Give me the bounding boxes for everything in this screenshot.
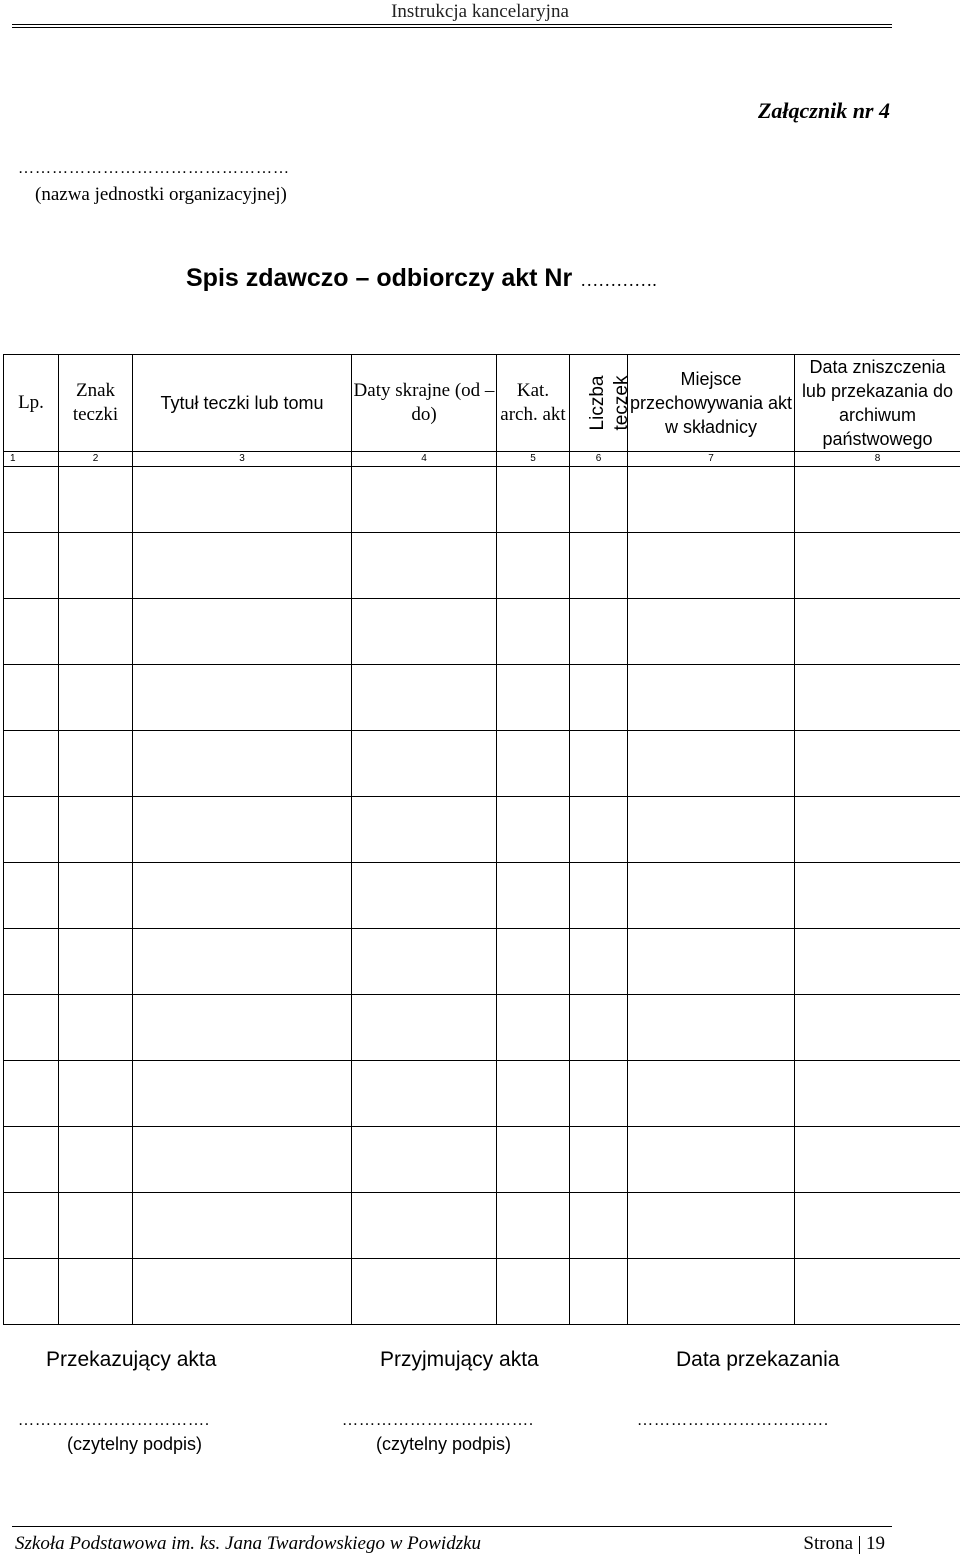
column-number: 6 — [570, 452, 628, 467]
table-cell — [4, 533, 59, 599]
signature-labels — [0, 1348, 960, 1376]
table-cell — [59, 995, 133, 1061]
column-number: 8 — [795, 452, 960, 467]
handing-over-signature-field: ……………………………. — [18, 1412, 210, 1429]
column-header-znak: Znak teczki — [59, 355, 133, 452]
table-cell — [628, 1259, 795, 1325]
table-header-row — [4, 355, 960, 452]
document-number-field: …………. — [580, 270, 657, 290]
table-cell — [628, 1127, 795, 1193]
table-cell — [59, 1193, 133, 1259]
table-cell — [4, 1061, 59, 1127]
table-cell — [133, 665, 352, 731]
column-number-row — [4, 452, 960, 467]
table-cell — [4, 731, 59, 797]
column-number: 5 — [497, 452, 570, 467]
table-row — [4, 1061, 960, 1127]
column-header-daty: Daty skrajne (od – do) — [352, 355, 497, 452]
table-cell — [352, 467, 497, 533]
footer-rule — [12, 1526, 892, 1527]
footer-page — [803, 1533, 885, 1555]
table-cell — [570, 1193, 628, 1259]
table-cell — [352, 731, 497, 797]
column-number: 7 — [628, 452, 795, 467]
table-cell — [570, 599, 628, 665]
table-cell — [628, 533, 795, 599]
table-cell — [133, 533, 352, 599]
table-cell — [795, 863, 960, 929]
table-cell — [59, 467, 133, 533]
table-cell — [4, 599, 59, 665]
table-cell — [352, 1259, 497, 1325]
table-cell — [628, 863, 795, 929]
table-cell — [570, 731, 628, 797]
unit-name-caption: (nazwa jednostki organizacyjnej) — [35, 184, 287, 205]
table-cell — [570, 863, 628, 929]
document-title — [186, 264, 657, 293]
column-number: 2 — [59, 452, 133, 467]
table-cell — [628, 467, 795, 533]
table-cell — [133, 1061, 352, 1127]
table-cell — [795, 1127, 960, 1193]
table-cell — [4, 863, 59, 929]
table-cell — [133, 1259, 352, 1325]
table-cell — [497, 1193, 570, 1259]
table-cell — [133, 863, 352, 929]
table-cell — [352, 863, 497, 929]
table-row — [4, 1127, 960, 1193]
table-cell — [59, 1061, 133, 1127]
table-cell — [628, 797, 795, 863]
table-cell — [628, 731, 795, 797]
table-cell — [497, 1259, 570, 1325]
table-cell — [352, 929, 497, 995]
table-cell — [133, 797, 352, 863]
table-cell — [4, 929, 59, 995]
table-cell — [352, 1193, 497, 1259]
table-cell — [497, 929, 570, 995]
table-cell — [4, 1193, 59, 1259]
table-cell — [497, 995, 570, 1061]
table-cell — [795, 599, 960, 665]
table-cell — [133, 731, 352, 797]
table-cell — [133, 467, 352, 533]
page-label: Strona — [803, 1533, 853, 1554]
table-cell — [795, 533, 960, 599]
table-cell — [4, 665, 59, 731]
table-cell — [352, 1127, 497, 1193]
table-cell — [497, 665, 570, 731]
table-cell — [497, 863, 570, 929]
table-cell — [570, 1259, 628, 1325]
table-cell — [133, 599, 352, 665]
table-cell — [497, 1061, 570, 1127]
table-row — [4, 533, 960, 599]
table-cell — [570, 995, 628, 1061]
column-number: 3 — [133, 452, 352, 467]
table-cell — [133, 1127, 352, 1193]
header-rule-thick — [12, 27, 892, 28]
column-header-miejsce: Miejsce przechowywania akt w składnicy — [628, 355, 795, 452]
table-row — [4, 929, 960, 995]
table-cell — [795, 1193, 960, 1259]
unit-name-field: ………………………………………… — [18, 160, 290, 177]
table-row — [4, 797, 960, 863]
page-separator — [859, 1536, 860, 1554]
table-row — [4, 599, 960, 665]
table-cell — [352, 1061, 497, 1127]
table-cell — [570, 797, 628, 863]
table-cell — [628, 599, 795, 665]
table-cell — [795, 467, 960, 533]
handing-over-signature-caption: (czytelny podpis) — [67, 1434, 203, 1454]
table-cell — [497, 467, 570, 533]
column-header-liczba-text: Liczba teczek — [587, 375, 632, 431]
receiving-label: Przyjmujący akta — [380, 1348, 539, 1371]
handing-over-label: Przekazujący akta — [46, 1348, 217, 1371]
table-cell — [352, 533, 497, 599]
table-cell — [352, 665, 497, 731]
table-cell — [59, 533, 133, 599]
handover-date-label: Data przekazania — [676, 1348, 840, 1371]
table-row — [4, 1193, 960, 1259]
running-header: Instrukcja kancelaryjna — [391, 1, 569, 22]
table-cell — [570, 665, 628, 731]
table-row — [4, 1259, 960, 1325]
receiving-signature-field: ……………………………. — [342, 1412, 534, 1429]
table-row — [4, 665, 960, 731]
table-cell — [570, 467, 628, 533]
table-cell — [795, 1061, 960, 1127]
table-cell — [59, 731, 133, 797]
table-cell — [570, 1061, 628, 1127]
table-cell — [795, 1259, 960, 1325]
column-number: 1 — [4, 452, 59, 467]
table-cell — [133, 929, 352, 995]
table-cell — [133, 1193, 352, 1259]
table-row — [4, 467, 960, 533]
table-cell — [497, 599, 570, 665]
table-cell — [59, 797, 133, 863]
table-cell — [497, 797, 570, 863]
table-cell — [628, 1061, 795, 1127]
column-header-lp: Lp. — [4, 355, 59, 452]
table-cell — [570, 929, 628, 995]
table-cell — [352, 797, 497, 863]
table-cell — [628, 995, 795, 1061]
table-cell — [59, 665, 133, 731]
table-cell — [628, 1193, 795, 1259]
table-cell — [570, 1127, 628, 1193]
table-row — [4, 863, 960, 929]
table-cell — [628, 929, 795, 995]
table-cell — [4, 1127, 59, 1193]
table-cell — [59, 863, 133, 929]
table-cell — [59, 1127, 133, 1193]
table-cell — [795, 665, 960, 731]
table-cell — [133, 995, 352, 1061]
table-cell — [59, 1259, 133, 1325]
table-cell — [497, 1127, 570, 1193]
table-cell — [352, 995, 497, 1061]
table-cell — [4, 995, 59, 1061]
table-cell — [497, 731, 570, 797]
table-cell — [59, 929, 133, 995]
table-cell — [4, 467, 59, 533]
table-cell — [4, 1259, 59, 1325]
table-cell — [795, 731, 960, 797]
page-number: 19 — [866, 1533, 885, 1554]
table-row — [4, 995, 960, 1061]
table-cell — [795, 797, 960, 863]
header-rule — [12, 24, 892, 25]
table-body — [4, 467, 960, 1325]
table-row — [4, 731, 960, 797]
register-table — [3, 354, 960, 1325]
column-header-data: Data zniszczenia lub przekazania do archiwum państwowego — [795, 355, 960, 452]
table-cell — [497, 533, 570, 599]
document-title-text: Spis zdawczo – odbiorczy akt Nr — [186, 264, 573, 292]
column-header-tytul: Tytuł teczki lub tomu — [133, 355, 352, 452]
column-number: 4 — [352, 452, 497, 467]
table-cell — [570, 533, 628, 599]
column-header-kat: Kat. arch. akt — [497, 355, 570, 452]
table-cell — [352, 599, 497, 665]
column-header-liczba — [570, 355, 632, 452]
handover-date-field: ……………………………. — [637, 1412, 829, 1429]
table-cell — [59, 599, 133, 665]
table-cell — [628, 665, 795, 731]
receiving-signature-caption: (czytelny podpis) — [376, 1434, 512, 1454]
table-cell — [795, 929, 960, 995]
attachment-label: Załącznik nr 4 — [757, 98, 890, 123]
table-cell — [4, 797, 59, 863]
table-cell — [795, 995, 960, 1061]
footer-school-name: Szkoła Podstawowa im. ks. Jana Twardowskiego w Powidzku — [15, 1533, 482, 1554]
